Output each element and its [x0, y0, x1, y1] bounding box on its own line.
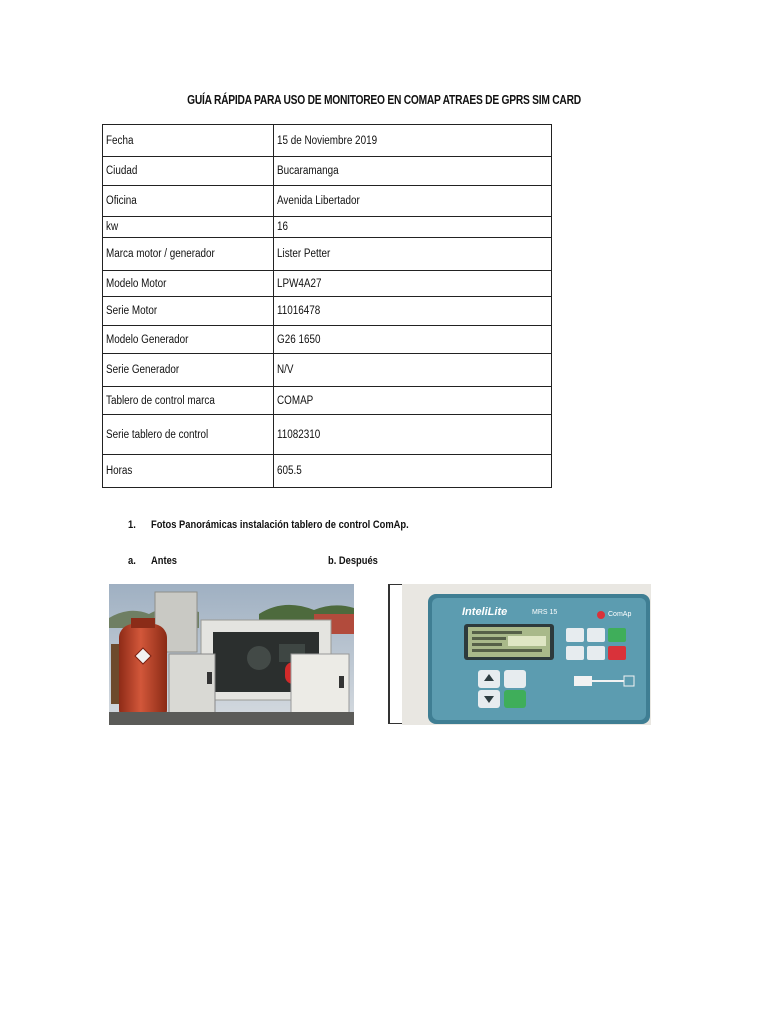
row-label: Tablero de control marca	[103, 387, 274, 415]
table-row	[103, 297, 552, 326]
row-value: 11016478	[274, 297, 552, 326]
table-row	[103, 186, 552, 217]
document-title: GUÍA RÁPIDA PARA USO DE MONITOREO EN COMAP ATRAES DE GPRS SIM CARD	[187, 93, 581, 107]
row-value: Lister Petter	[274, 238, 552, 271]
subsection-a-label: Antes	[151, 555, 177, 567]
section-1-title: Fotos Panorámicas instalación tablero de control ComAp.	[151, 519, 409, 531]
row-value: COMAP	[274, 387, 552, 415]
row-value: 15 de Noviembre 2019	[274, 125, 552, 157]
panel-brand-label: InteliLite	[462, 606, 508, 618]
row-value: Bucaramanga	[274, 157, 552, 186]
table-row	[103, 157, 552, 186]
row-label: Oficina	[103, 186, 274, 217]
row-label: Serie Generador	[103, 354, 274, 387]
table-row	[103, 455, 552, 488]
panel-maker-label: ComAp	[608, 611, 632, 618]
photo-before-generator	[109, 584, 354, 725]
row-value: LPW4A27	[274, 271, 552, 297]
row-label: Fecha	[103, 125, 274, 157]
table-row	[103, 326, 552, 354]
table-row	[103, 387, 552, 415]
row-label: kw	[103, 217, 274, 238]
row-value: N/V	[274, 354, 552, 387]
panel-model-label: MRS 15	[532, 609, 558, 616]
photo-border-left	[388, 584, 390, 724]
row-value: 605.5	[274, 455, 552, 488]
row-value: G26 1650	[274, 326, 552, 354]
row-value: Avenida Libertador	[274, 186, 552, 217]
section-1-number: 1.	[128, 519, 136, 531]
row-label: Modelo Generador	[103, 326, 274, 354]
table-row	[103, 354, 552, 387]
generator-photo-illustration	[109, 584, 354, 725]
table-row	[103, 271, 552, 297]
control-panel-illustration	[402, 584, 651, 725]
generator-info-table	[102, 124, 552, 488]
row-label: Serie Motor	[103, 297, 274, 326]
photo-after-control-panel	[402, 584, 651, 725]
row-label: Serie tablero de control	[103, 415, 274, 455]
table-row	[103, 217, 552, 238]
row-label: Horas	[103, 455, 274, 488]
subsection-a-letter: a.	[128, 555, 136, 567]
row-label: Ciudad	[103, 157, 274, 186]
table-row	[103, 125, 552, 157]
table-row	[103, 238, 552, 271]
row-label: Modelo Motor	[103, 271, 274, 297]
table-row	[103, 415, 552, 455]
photo-border-top	[388, 584, 402, 585]
row-value: 16	[274, 217, 552, 238]
photo-border-bottom	[388, 723, 402, 724]
subsection-b-label: b. Después	[328, 555, 378, 567]
row-value: 11082310	[274, 415, 552, 455]
row-label: Marca motor / generador	[103, 238, 274, 271]
